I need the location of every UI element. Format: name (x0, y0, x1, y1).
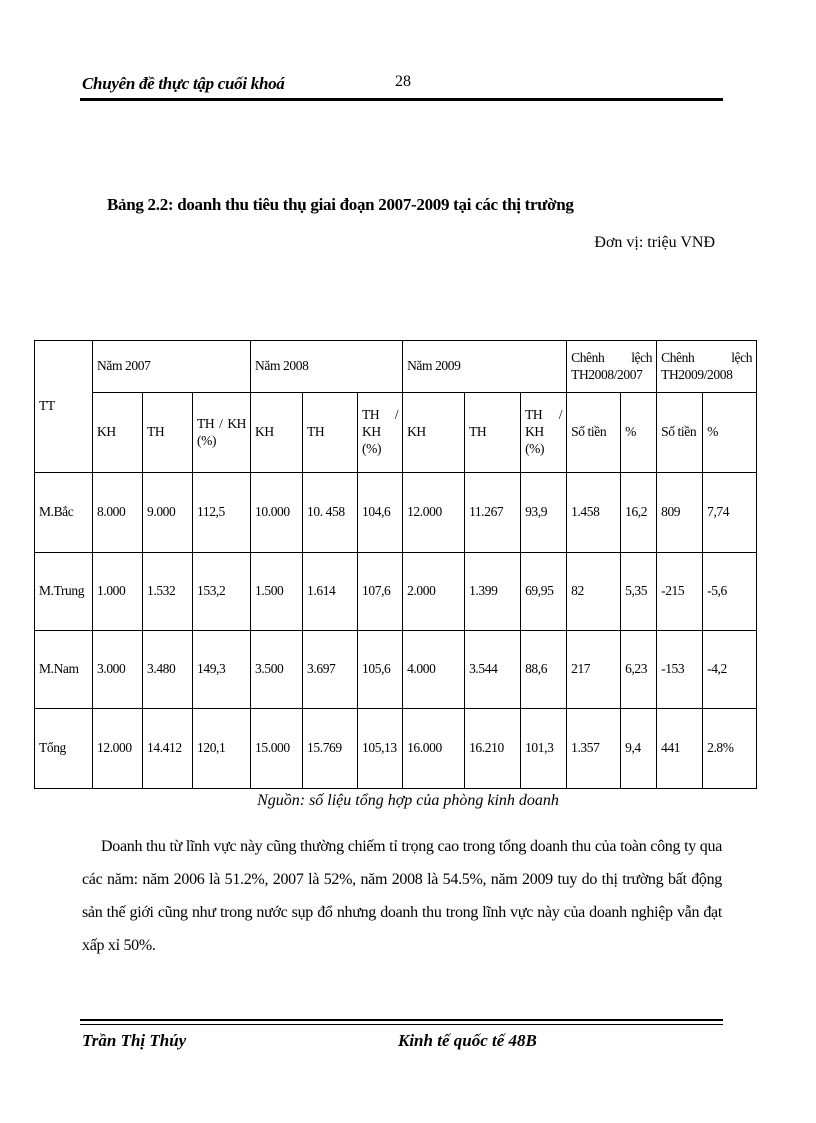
group-header-2007: Năm 2007 (93, 341, 251, 393)
footer-author: Trần Thị Thúy (82, 1031, 187, 1050)
cell: 12.000 (403, 473, 465, 553)
revenue-table (34, 340, 757, 789)
table-caption: Bảng 2.2: doanh thu tiêu thụ giai đoạn 2007-2009 tại các thị trường (107, 195, 574, 214)
col-header-ratio-2007: TH / KH (%) (193, 393, 251, 473)
cell: 69,95 (521, 553, 567, 631)
cell: 14.412 (143, 709, 193, 789)
cell: 88,6 (521, 631, 567, 709)
col-header-th-2007: TH (143, 393, 193, 473)
cell: 809 (657, 473, 703, 553)
cell: 1.458 (567, 473, 621, 553)
source-note: Nguồn: số liệu tổng hợp của phòng kinh doanh (257, 792, 559, 809)
body-paragraph (82, 830, 722, 962)
footer-divider (80, 1019, 723, 1021)
cell: 1.000 (93, 553, 143, 631)
cell: 153,2 (193, 553, 251, 631)
cell: 1.532 (143, 553, 193, 631)
cell: 93,9 (521, 473, 567, 553)
col-header-amount-diff2: Số tiền (657, 393, 703, 473)
cell: 10.000 (251, 473, 303, 553)
col-header-kh-2007: KH (93, 393, 143, 473)
cell: 441 (657, 709, 703, 789)
col-header-ratio-2008: TH / KH (%) (358, 393, 403, 473)
cell: 12.000 (93, 709, 143, 789)
cell: 16,2 (621, 473, 657, 553)
col-header-th-2009: TH (465, 393, 521, 473)
cell: 2.000 (403, 553, 465, 631)
cell: 3.544 (465, 631, 521, 709)
cell: 8.000 (93, 473, 143, 553)
cell: 120,1 (193, 709, 251, 789)
table-row (35, 473, 757, 553)
cell: -153 (657, 631, 703, 709)
group-header-diff-2009-2008: Chênh lệch TH2009/2008 (657, 341, 757, 393)
unit-note: Đơn vị: triệu VNĐ (594, 234, 715, 251)
cell: 3.500 (251, 631, 303, 709)
cell: 149,3 (193, 631, 251, 709)
cell: 105,6 (358, 631, 403, 709)
cell: 5,35 (621, 553, 657, 631)
cell: 15.000 (251, 709, 303, 789)
cell: 105,13 (358, 709, 403, 789)
cell: 3.480 (143, 631, 193, 709)
col-header-kh-2008: KH (251, 393, 303, 473)
group-header-diff-2008-2007: Chênh lệch TH2008/2007 (567, 341, 657, 393)
cell: -4,2 (703, 631, 757, 709)
row-label: Tổng (35, 709, 93, 789)
row-label: M.Bắc (35, 473, 93, 553)
header-divider (80, 98, 723, 101)
cell: 9.000 (143, 473, 193, 553)
cell: 82 (567, 553, 621, 631)
cell: 112,5 (193, 473, 251, 553)
col-header-pct-diff1: % (621, 393, 657, 473)
table-row-total (35, 709, 757, 789)
row-label: M.Nam (35, 631, 93, 709)
cell: 3.000 (93, 631, 143, 709)
cell: -215 (657, 553, 703, 631)
cell: 6,23 (621, 631, 657, 709)
cell: 101,3 (521, 709, 567, 789)
cell: 11.267 (465, 473, 521, 553)
col-header-kh-2009: KH (403, 393, 465, 473)
cell: 10. 458 (303, 473, 358, 553)
col-header-ratio-2009: TH / KH (%) (521, 393, 567, 473)
col-header-th-2008: TH (303, 393, 358, 473)
group-header-2008: Năm 2008 (251, 341, 403, 393)
cell: 107,6 (358, 553, 403, 631)
footer-divider-thin (80, 1024, 723, 1025)
cell: 4.000 (403, 631, 465, 709)
cell: 3.697 (303, 631, 358, 709)
cell: 217 (567, 631, 621, 709)
table-row (35, 553, 757, 631)
table-row (35, 631, 757, 709)
cell: 16.210 (465, 709, 521, 789)
tt-header: TT (35, 341, 93, 473)
footer-class: Kinh tế quốc tế 48B (398, 1031, 537, 1050)
cell: 1.500 (251, 553, 303, 631)
cell: 9,4 (621, 709, 657, 789)
group-header-2009: Năm 2009 (403, 341, 567, 393)
cell: 104,6 (358, 473, 403, 553)
cell: -5,6 (703, 553, 757, 631)
col-header-amount-diff1: Số tiền (567, 393, 621, 473)
cell: 7,74 (703, 473, 757, 553)
header-title: Chuyên đề thực tập cuối khoá (82, 74, 285, 93)
cell: 1.357 (567, 709, 621, 789)
cell: 2.8% (703, 709, 757, 789)
col-header-pct-diff2: % (703, 393, 757, 473)
cell: 1.614 (303, 553, 358, 631)
cell: 15.769 (303, 709, 358, 789)
row-label: M.Trung (35, 553, 93, 631)
page-number: 28 (395, 73, 411, 90)
cell: 16.000 (403, 709, 465, 789)
paragraph-text: Doanh thu từ lĩnh vực này cũng thường chiếm tỉ trọng cao trong tổng doanh thu của toàn công ty qua các năm: năm 2006 là 51.2%, 2007 là 52%, năm 2008 là 54.5%, năm 2009 tuy do thị trường bất động sản thế giới cũng như trong nước sụp đổ nhưng doanh thu trong lĩnh vực này của doanh nghiệp vẫn đạt xấp xỉ 50%. (82, 838, 722, 954)
cell: 1.399 (465, 553, 521, 631)
